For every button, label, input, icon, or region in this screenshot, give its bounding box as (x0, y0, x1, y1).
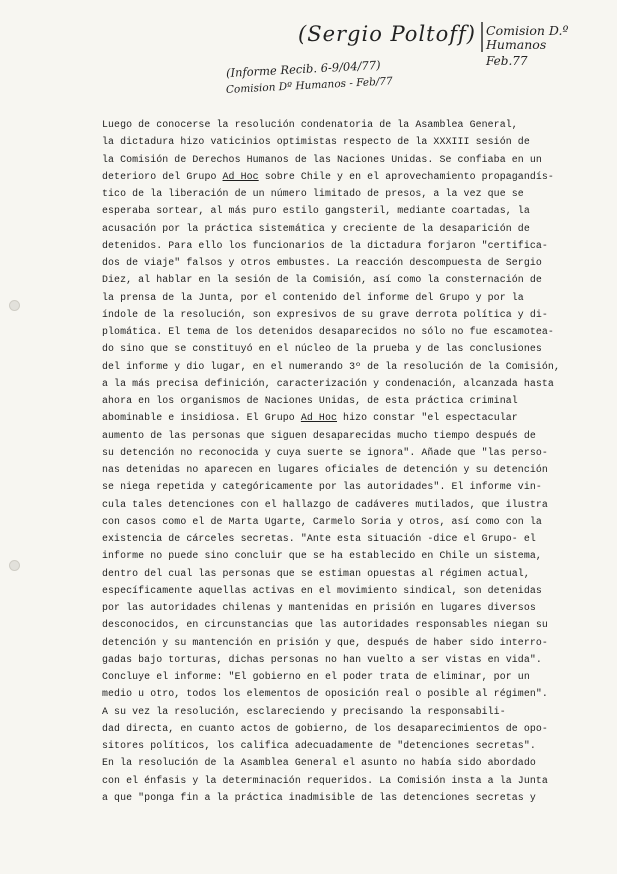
text-line: su detención no reconocida y cuya suerte se ignora". Añade que "las perso- (102, 446, 548, 458)
text-line: la dictadura hizo vaticinios optimistas respecto de la XXXIII sesión de (102, 136, 530, 148)
text-line: detención y su mantención en prisión y que, después de haber sido interro- (102, 636, 548, 648)
text-line: Concluye el informe: "El gobierno en el poder trata de eliminar, por un (102, 671, 530, 682)
handwritten-corner-note (486, 24, 568, 52)
punch-hole (9, 300, 20, 311)
text-line: del informe y dio lugar, en el numerando 3º de la resolución de la Comisión, (102, 360, 560, 372)
text-line: por las autoridades chilenas y mantenidas en prisión en lugares diversos (102, 602, 536, 613)
text-line: sitores políticos, los califica adecuadamente de "detenciones secretas". (102, 740, 536, 751)
handwritten-commission-note: Comision Dº Humanos - Feb/77 (225, 75, 394, 96)
text-line: En la resolución de la Asamblea General el asunto no había sido abordado (102, 757, 536, 769)
text-line: índole de la resolución, son expresivos de su grave derrota política y di- (102, 308, 548, 320)
text-line: plomática. El tema de los detenidos desaparecidos no sólo no fue escamotea- (102, 326, 554, 337)
text-line: gadas bajo torturas, dichas personas no han vuelto a ser vistas en vida". (102, 653, 542, 665)
text-line: dos de viaje" falsos y otros embustes. La reacción descompuesta de Sergio (102, 257, 542, 268)
text-line: la prensa de la Junta, por el contenido del informe del Grupo y por la (102, 291, 524, 303)
handwritten-name: (Sergio Poltoff) (298, 22, 476, 46)
text-line: dentro del cual las personas que se estiman opuestas al régimen actual, (102, 567, 530, 579)
text-line: a que "ponga fin a la práctica inadmisible de las detenciones secretas y (102, 791, 536, 803)
corner-line: Comision D.º (486, 23, 569, 38)
text-line: medio u otro, todos los elementos de oposición real o posible al régimen". (102, 688, 548, 700)
text-line: deterioro del Grupo Ad Hoc sobre Chile y en el aprovechamiento propagandís- (102, 170, 554, 182)
handwritten-date: Feb.77 (486, 54, 528, 68)
text-line: Luego de conocerse la resolución condenatoria de la Asamblea General, (102, 119, 518, 130)
text-line: nas detenidas no aparecen en lugares oficiales de detención y su detención (102, 464, 548, 475)
text-line: existencia de cárceles secretas. "Ante esta situación -dice el Grupo- el (102, 533, 536, 544)
text-line: con casos como el de Marta Ugarte, Carmelo Soria y otros, así como con la (102, 515, 542, 527)
text-line: específicamente aquellas activas en el movimiento sindical, son detenidas (102, 584, 542, 596)
punch-hole (9, 560, 20, 571)
text-line: cula tales detenciones con el hallazgo de cadáveres mutilados, que ilustra (102, 498, 548, 510)
text-line: se niega repetida y categóricamente por las autoridades". El informe vin- (102, 481, 542, 493)
text-line: detenidos. Para ello los funcionarios de la dictadura forjaron "certifica- (102, 239, 548, 251)
typed-body-text (102, 116, 582, 806)
text-line: esperaba sortear, al más puro estilo gangsteril, mediante coartadas, la (102, 205, 530, 217)
underlined-term: Ad Hoc (222, 170, 259, 182)
text-line: acusación por la práctica sistemática y creciente de la desaparición de (102, 222, 530, 234)
text-line: aumento de las personas que siguen desaparecidas mucho tiempo después de (102, 429, 536, 441)
text-line: Diez, al hablar en la sesión de la Comisión, así como la consternación de (102, 274, 542, 286)
text-line: ahora en los organismos de Naciones Unidas, de esta práctica criminal (102, 395, 518, 406)
text-line: con el énfasis y la determinación requeridos. La Comisión insta a la Junta (102, 774, 548, 786)
text-line: a la más precisa definición, caracterización y condenación, alcanzada hasta (102, 377, 554, 389)
text-line: do sino que se constituyó en el núcleo de la prueba y de las conclusiones (102, 343, 542, 355)
text-line: dad directa, en cuanto actos de gobierno, de los desaparecimientos de opo- (102, 722, 548, 734)
text-line: tico de la liberación de un número limitado de presos, a la vez que se (102, 188, 524, 199)
text-line: informe no puede sino concluir que se ha establecido en Chile un sistema, (102, 550, 542, 562)
underlined-term: Ad Hoc (300, 412, 338, 424)
text-line: abominable e insidiosa. El Grupo Ad Hoc hizo constar "el espectacular (102, 412, 518, 424)
corner-line: Humanos (486, 37, 547, 52)
handwritten-received-note: (Informe Recib. 6-9/04/77) (225, 57, 381, 80)
text-line: la Comisión de Derechos Humanos de las Naciones Unidas. Se confiaba en un (102, 153, 542, 165)
text-line: desconocidos, en circunstancias que las autoridades responsables niegan su (102, 619, 548, 631)
text-line: A su vez la resolución, esclareciendo y precisando la responsabili- (102, 705, 506, 717)
